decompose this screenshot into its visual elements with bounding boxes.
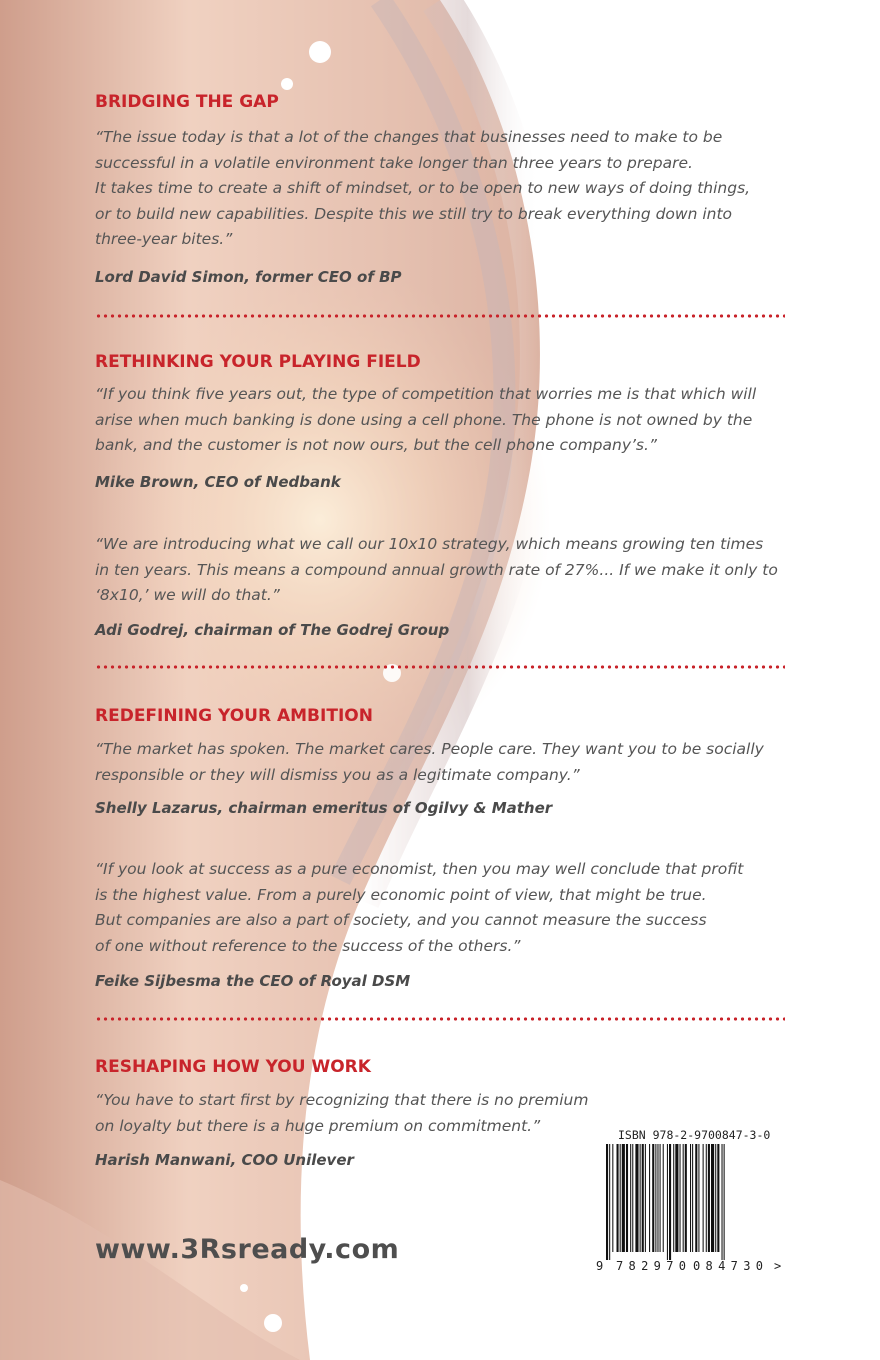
barcode-bar — [667, 1144, 668, 1260]
quote-line: “If you look at success as a pure economist, then you may well conclude that profit — [95, 860, 744, 878]
quote-line: on loyalty but there is a huge premium on commitment.” — [95, 1116, 541, 1135]
barcode-bar — [669, 1144, 671, 1260]
isbn-digits-right: 084730 — [693, 1259, 763, 1272]
barcode-bar — [660, 1144, 661, 1252]
barcode-bar — [703, 1144, 704, 1252]
isbn-arrow: > — [774, 1259, 782, 1272]
quote-line: is the highest value. From a purely economic point of view, that might be true. — [95, 885, 707, 904]
quote-line: ‘8x10,’ we will do that.” — [95, 586, 280, 604]
quote-line: in ten years. This means a compound annual growth rate of 27%... If we make it only to — [95, 560, 778, 579]
barcode-bar — [620, 1144, 621, 1252]
barcode-bar — [635, 1144, 638, 1252]
quote-brown — [95, 382, 756, 459]
barcode-bar — [683, 1144, 684, 1252]
barcode-bar — [609, 1144, 610, 1260]
barcode-bar — [715, 1144, 716, 1252]
barcode-bar — [690, 1144, 691, 1252]
dotted-divider — [95, 665, 785, 669]
section-heading-reshaping: RESHAPING HOW YOU WORK — [95, 1057, 371, 1077]
barcode-bar — [606, 1144, 608, 1260]
barcode-bar — [706, 1144, 707, 1252]
quote-line: “The market has spoken. The market cares. People care. They want you to be socially — [95, 740, 764, 758]
quote-author: Shelly Lazarus, chairman emeritus of Ogilvy & Mather — [95, 799, 553, 817]
quote-line: It takes time to create a shift of mindset, or to be open to new ways of doing things, — [95, 179, 751, 197]
quote-line: “We are introducing what we call our 10x10 strategy, which means growing ten times — [95, 535, 764, 553]
barcode-bar — [622, 1144, 625, 1252]
barcode-bar — [692, 1144, 693, 1252]
barcode-bar — [657, 1144, 658, 1252]
barcode-bar — [724, 1144, 725, 1260]
quote-author: Harish Manwani, COO Unilever — [95, 1151, 354, 1169]
quote-author: Mike Brown, CEO of Nedbank — [95, 473, 341, 491]
quote-line: of one without reference to the success of the others.” — [95, 936, 521, 955]
barcode-bar — [711, 1144, 714, 1252]
quote-line: “The issue today is that a lot of the changes that businesses need to make to be — [95, 128, 723, 146]
section-heading-bridging: BRIDGING THE GAP — [95, 92, 279, 112]
quote-line: successful in a volatile environment take longer than three years to prepare. — [95, 153, 693, 172]
barcode-bar — [675, 1144, 678, 1252]
barcode-bar — [652, 1144, 654, 1252]
quote-manwani — [95, 1088, 588, 1139]
barcode — [596, 1144, 786, 1272]
quote-sijbesma — [95, 857, 743, 959]
dotted-divider — [95, 314, 785, 318]
quote-line: “If you think five years out, the type of competition that worries me is that which will — [95, 385, 757, 403]
isbn-label: ISBN 978-2-9700847-3-0 — [618, 1128, 771, 1142]
barcode-bar — [645, 1144, 646, 1252]
quote-author: Lord David Simon, former CEO of BP — [95, 268, 402, 286]
barcode-bar — [640, 1144, 641, 1252]
quote-line: or to build new capabilities. Despite this we still try to break everything down into — [95, 204, 733, 223]
barcode-bar — [630, 1144, 631, 1252]
quote-line: three-year bites.” — [95, 230, 233, 248]
section-heading-rethinking: RETHINKING YOUR PLAYING FIELD — [95, 352, 421, 372]
isbn-digits-left: 782970 — [616, 1259, 686, 1272]
website-url[interactable]: www.3Rsready.com — [95, 1234, 400, 1265]
barcode-bar — [617, 1144, 619, 1252]
barcode-bar — [673, 1144, 674, 1252]
barcode-bar — [722, 1144, 723, 1260]
quote-line: responsible or they will dismiss you as a legitimate company.” — [95, 765, 580, 784]
barcode-bar — [612, 1144, 613, 1252]
barcode-bar — [663, 1144, 664, 1252]
quote-lazarus — [95, 737, 764, 788]
quote-godrej — [95, 532, 778, 609]
quote-line: But companies are also a part of society, and you cannot measure the success — [95, 911, 707, 929]
barcode-bar — [695, 1144, 697, 1252]
barcode-bar — [649, 1144, 650, 1252]
isbn-barcode-block — [596, 1128, 786, 1272]
barcode-bar — [626, 1144, 628, 1252]
isbn-digit-first: 9 — [596, 1259, 604, 1272]
barcode-bar — [655, 1144, 656, 1252]
quote-author: Adi Godrej, chairman of The Godrej Group — [95, 621, 450, 639]
quote-line: arise when much banking is done using a cell phone. The phone is not owned by the — [95, 410, 753, 429]
quote-line: “You have to start first by recognizing that there is no premium — [95, 1091, 589, 1109]
dotted-divider — [95, 1017, 785, 1021]
barcode-bar — [698, 1144, 699, 1252]
barcode-bar — [642, 1144, 644, 1252]
barcode-bar — [685, 1144, 687, 1252]
quote-author: Feike Sijbesma the CEO of Royal DSM — [95, 972, 411, 990]
quote-line: bank, and the customer is not now ours, but the cell phone company’s.” — [95, 436, 657, 454]
section-heading-redefining: REDEFINING YOUR AMBITION — [95, 706, 373, 726]
barcode-bar — [632, 1144, 633, 1252]
barcode-bar — [717, 1144, 719, 1252]
barcode-bar — [708, 1144, 710, 1252]
barcode-bar — [680, 1144, 681, 1252]
quote-simon — [95, 125, 750, 253]
